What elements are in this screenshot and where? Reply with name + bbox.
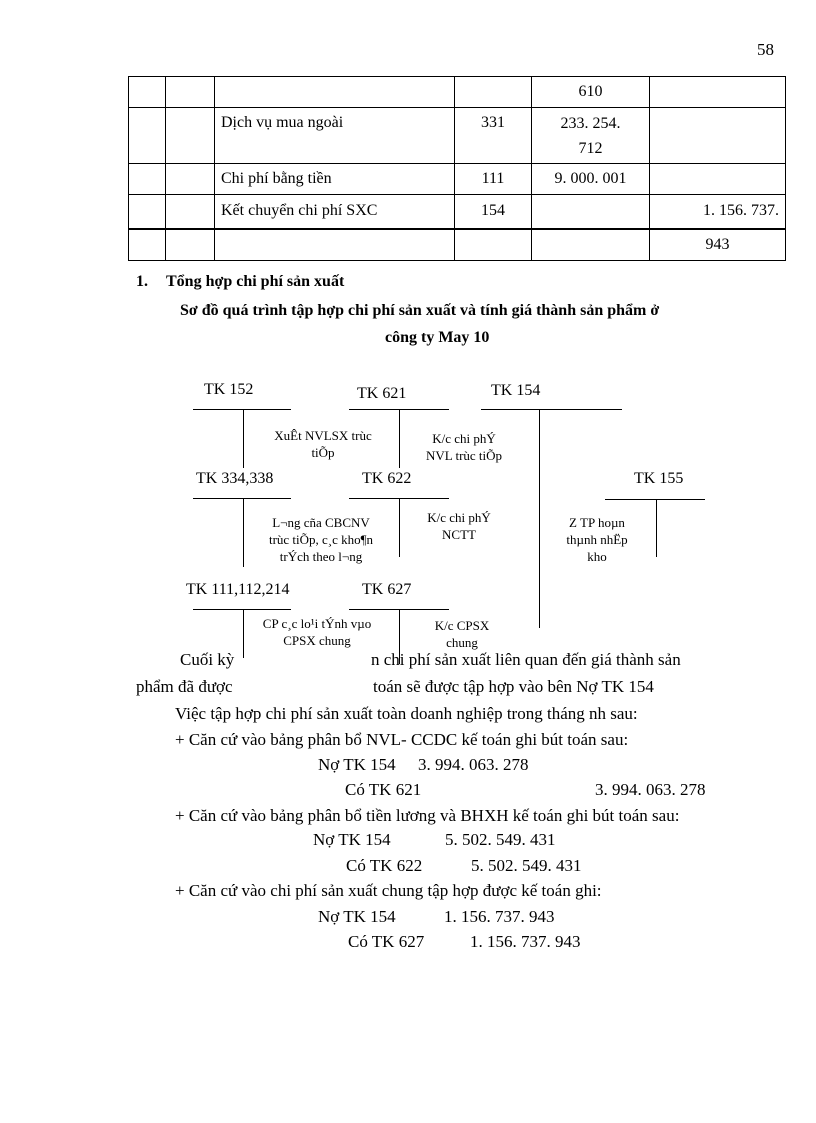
note-line: chung [446,635,478,650]
row-credit: 1. 156. 737. [650,195,786,229]
entry-credit-amount: 5. 502. 549. 431 [471,856,582,875]
t-account-line [243,499,244,567]
paragraph-text: Việc tập hợp chi phí sản xuất toàn doanh nghiệp trong tháng nh sau: [175,704,638,723]
row-debit [532,195,650,229]
entry-debit-label: Nợ TK 154 [313,830,391,849]
flow-note [246,514,396,565]
flow-note [418,617,506,651]
t-account-line [193,498,291,499]
note-line: CP c¸c lo¹i tÝnh vµo [262,616,372,631]
row-description: Chi phí bằng tiền [215,164,455,195]
row-credit [650,164,786,195]
entry-credit-label: Có TK 627 [348,932,425,951]
account-label-tk621: TK 621 [357,385,407,402]
diagram-title-line2: công ty May 10 [385,329,490,346]
row-account: 154 [455,195,532,229]
t-account-line [399,410,400,468]
entry-credit-label: Có TK 621 [345,780,422,799]
debit-line-1: 233. 254. [560,114,621,132]
row-debit: 9. 000. 001 [532,164,650,195]
section-title: Tổng hợp chi phí sản xuất [166,273,345,290]
note-line: trùc tiÕp, c¸c kho¶n [268,532,374,547]
row-debit [532,108,650,164]
flow-note [244,615,390,649]
entry-debit-amount: 1. 156. 737. 943 [444,907,555,926]
row-account: 331 [455,108,532,164]
paragraph-text: + Căn cứ vào chi phí sản xuất chung tập hợp được kế toán ghi: [175,881,602,900]
row-debit: 610 [532,77,650,108]
flow-note [250,427,396,461]
page-number: 58 [757,40,774,59]
row-account [455,77,532,108]
note-line: XuÊt NVLSX trùc [274,428,372,443]
t-account-line [539,410,540,628]
row-credit [650,77,786,108]
row-debit [532,229,650,261]
note-line: L¬ng cña CBCNV [272,515,370,530]
entry-credit-label: Có TK 622 [346,856,423,875]
row-account: 111 [455,164,532,195]
flow-note [402,430,526,464]
t-account-line [656,500,657,557]
t-account-line [399,499,400,557]
t-account-line [481,409,622,410]
entry-debit-label: Nợ TK 154 [318,907,396,926]
section-number: 1. [136,273,148,290]
note-line: NCTT [442,527,476,542]
t-account-line [605,499,705,500]
account-label-tk627: TK 627 [362,581,412,598]
note-line: CPSX chung [283,633,351,648]
entry-credit-amount: 1. 156. 737. 943 [470,932,581,951]
entry-debit-label: Nợ TK 154 [318,755,396,774]
entry-debit-amount: 5. 502. 549. 431 [445,830,556,849]
paragraph-text: toán sẽ được tập hợp vào bên Nợ TK 154 [373,677,654,696]
table-row [129,164,786,195]
table-row [129,195,786,229]
account-label-tk622: TK 622 [362,470,412,487]
t-account-line [193,409,291,410]
row-account [455,229,532,261]
account-label-tk111: TK 111,112,214 [186,581,290,598]
paragraph-text: + Căn cứ vào bảng phân bổ NVL- CCDC kế toán ghi bút toán sau: [175,730,629,749]
note-line: trÝch theo l¬ng [279,549,363,564]
note-line: NVL trùc tiÕp [425,448,503,463]
table-row [129,77,786,108]
paragraph-text: Cuối kỳ [180,650,235,669]
debit-line-2: 712 [578,139,603,157]
table-row [129,229,786,261]
note-line: K/c chi phÝ [427,510,491,525]
note-line: K/c chi phÝ [432,431,496,446]
account-label-tk334: TK 334,338 [196,470,274,487]
ledger-table [128,76,786,261]
account-label-tk152: TK 152 [204,381,254,398]
flow-note [549,514,645,565]
note-line: Z TP hoµn [569,515,625,530]
entry-credit-amount: 3. 994. 063. 278 [595,780,706,799]
row-description: Kết chuyển chi phí SXC [215,195,455,229]
note-line: tiÕp [311,445,335,460]
row-description [215,229,455,261]
row-description [215,77,455,108]
note-line: thµnh nhËp [566,532,628,547]
note-line: K/c CPSX [434,618,490,633]
row-credit [650,108,786,164]
table-row [129,108,786,164]
note-line: kho [587,549,607,564]
paragraph-text: phẩm đã được [136,677,233,696]
row-description: Dịch vụ mua ngoài [215,108,455,164]
t-account-line [193,609,291,610]
flow-note [403,509,515,543]
paragraph-text: + Căn cứ vào bảng phân bổ tiền lương và BHXH kế toán ghi bút toán sau: [175,806,680,825]
entry-debit-amount: 3. 994. 063. 278 [418,755,529,774]
account-label-tk155: TK 155 [634,470,684,487]
account-label-tk154: TK 154 [491,382,541,399]
t-account-line [243,410,244,468]
diagram-title: Sơ đồ quá trình tập hợp chi phí sản xuất và tính giá thành sản phẩm ở [180,302,660,319]
row-credit: 943 [650,229,786,261]
paragraph-text: n chi phí sản xuất liên quan đến giá thành sản [371,650,681,669]
